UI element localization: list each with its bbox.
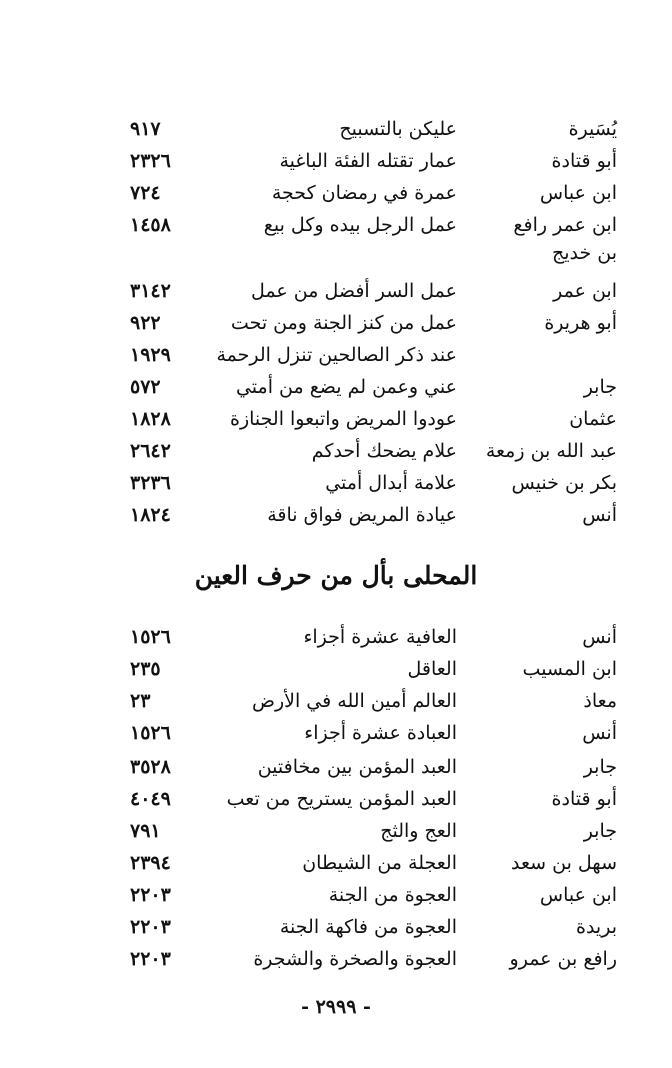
hadith-text: العج والثج: [380, 820, 457, 842]
hadith-text: العجوة من الجنة: [328, 884, 457, 906]
hadith-number: ٢٣: [130, 690, 151, 712]
narrator: بكر بن خنيس: [511, 472, 617, 494]
hadith-text: العاقل: [407, 658, 457, 680]
index-row: [0, 470, 672, 500]
index-row: [0, 624, 672, 654]
hadith-number: ٣٥٢٨: [130, 756, 171, 778]
hadith-number: ٩١٧: [130, 118, 161, 140]
hadith-number: ١٥٢٦: [130, 626, 171, 648]
index-row: [0, 212, 672, 242]
hadith-number: ٢٢٠٣: [130, 948, 171, 970]
index-row: [0, 720, 672, 750]
narrator: عبد الله بن زمعة: [485, 440, 617, 462]
hadith-text: عمل الرجل بيده وكل بيع: [263, 214, 457, 236]
index-row: [0, 786, 672, 816]
index-row: [0, 116, 672, 146]
index-row: [0, 656, 672, 686]
hadith-text: عليكن بالتسبيح: [339, 118, 457, 140]
narrator: معاذ: [583, 690, 617, 712]
narrator: أنس: [582, 504, 617, 526]
hadith-text: العبد المؤمن يستريح من تعب: [226, 788, 457, 810]
hadith-text: عمل السر أفضل من عمل: [251, 280, 457, 302]
narrator: أنس: [582, 722, 617, 744]
index-row: [0, 882, 672, 912]
hadith-text: عمار تقتله الفئة الباغية: [279, 150, 457, 172]
hadith-text: العبد المؤمن بين مخافتين: [257, 756, 457, 778]
hadith-text: علام يضحك أحدكم: [311, 440, 457, 462]
narrator-continuation: بن خديج: [551, 242, 617, 264]
index-row: [0, 438, 672, 468]
hadith-number: ١٨٢٤: [130, 504, 171, 526]
index-row: [0, 342, 672, 372]
narrator: ابن عباس: [539, 182, 617, 204]
hadith-number: ٢٢٠٣: [130, 884, 171, 906]
hadith-number: ٧٩١: [130, 820, 161, 842]
hadith-number: ٢٣٢٦: [130, 150, 171, 172]
hadith-number: ٤٠٤٩: [130, 788, 171, 810]
hadith-text: عمل من كنز الجنة ومن تحت: [230, 312, 457, 334]
narrator: سهل بن سعد: [511, 852, 617, 874]
narrator: ابن عباس: [539, 884, 617, 906]
narrator: ابن عمر: [553, 280, 617, 302]
section-title: المحلى بأل من حرف العين: [194, 561, 478, 590]
hadith-text: العجوة من فاكهة الجنة: [279, 916, 457, 938]
narrator: جابر: [583, 820, 617, 842]
hadith-text: العافية عشرة أجزاء: [303, 626, 457, 648]
hadith-number: ٣٢٣٦: [130, 472, 171, 494]
hadith-number: ١٨٢٨: [130, 408, 171, 430]
index-row: [0, 148, 672, 178]
hadith-number: ٥٧٢: [130, 376, 161, 398]
index-row: [0, 850, 672, 880]
index-row: [0, 754, 672, 784]
narrator: أنس: [582, 626, 617, 648]
index-row: [0, 946, 672, 976]
narrator: أبو هريرة: [544, 312, 617, 334]
hadith-text: عني وعمن لم يضع من أمتي: [235, 376, 457, 398]
narrator: بريدة: [576, 916, 617, 938]
narrator: ابن عمر رافع: [513, 214, 617, 236]
hadith-number: ١٩٢٩: [130, 344, 171, 366]
hadith-number: ٢٢٠٣: [130, 916, 171, 938]
hadith-number: ٢٣٩٤: [130, 852, 171, 874]
index-row: [0, 688, 672, 718]
page-number: - ٢٩٩٩ -: [301, 996, 371, 1018]
hadith-number: ٢٦٤٢: [130, 440, 171, 462]
index-row: [0, 406, 672, 436]
hadith-number: ٧٢٤: [130, 182, 161, 204]
hadith-text: عمرة في رمضان كحجة: [271, 182, 457, 204]
hadith-text: العجوة والصخرة والشجرة: [253, 948, 457, 970]
narrator: جابر: [583, 756, 617, 778]
hadith-number: ١٤٥٨: [130, 214, 171, 236]
hadith-text: عند ذكر الصالحين تنزل الرحمة: [216, 344, 457, 366]
narrator: أبو قتادة: [551, 788, 617, 810]
hadith-text: عيادة المريض فواق ناقة: [267, 504, 457, 526]
narrator: يُسَيرة: [568, 118, 617, 140]
hadith-text: علامة أبدال أمتي: [325, 472, 457, 494]
index-row: [0, 502, 672, 532]
index-row: [0, 914, 672, 944]
narrator: رافع بن عمرو: [509, 948, 617, 970]
narrator: عثمان: [569, 408, 617, 430]
hadith-number: ٢٣٥: [130, 658, 161, 680]
hadith-number: ١٥٢٦: [130, 722, 171, 744]
index-row: [0, 374, 672, 404]
narrator: جابر: [583, 376, 617, 398]
index-row: [0, 180, 672, 210]
hadith-text: عودوا المريض واتبعوا الجنازة: [229, 408, 457, 430]
hadith-text: العالم أمين الله في الأرض: [252, 690, 457, 712]
narrator: ابن المسيب: [522, 658, 617, 680]
hadith-number: ٩٢٢: [130, 312, 161, 334]
index-row: [0, 310, 672, 340]
hadith-text: العبادة عشرة أجزاء: [304, 722, 457, 744]
hadith-text: العجلة من الشيطان: [302, 852, 457, 874]
hadith-number: ٣١٤٢: [130, 280, 171, 302]
index-row: [0, 818, 672, 848]
index-row: [0, 278, 672, 308]
narrator: أبو قتادة: [551, 150, 617, 172]
